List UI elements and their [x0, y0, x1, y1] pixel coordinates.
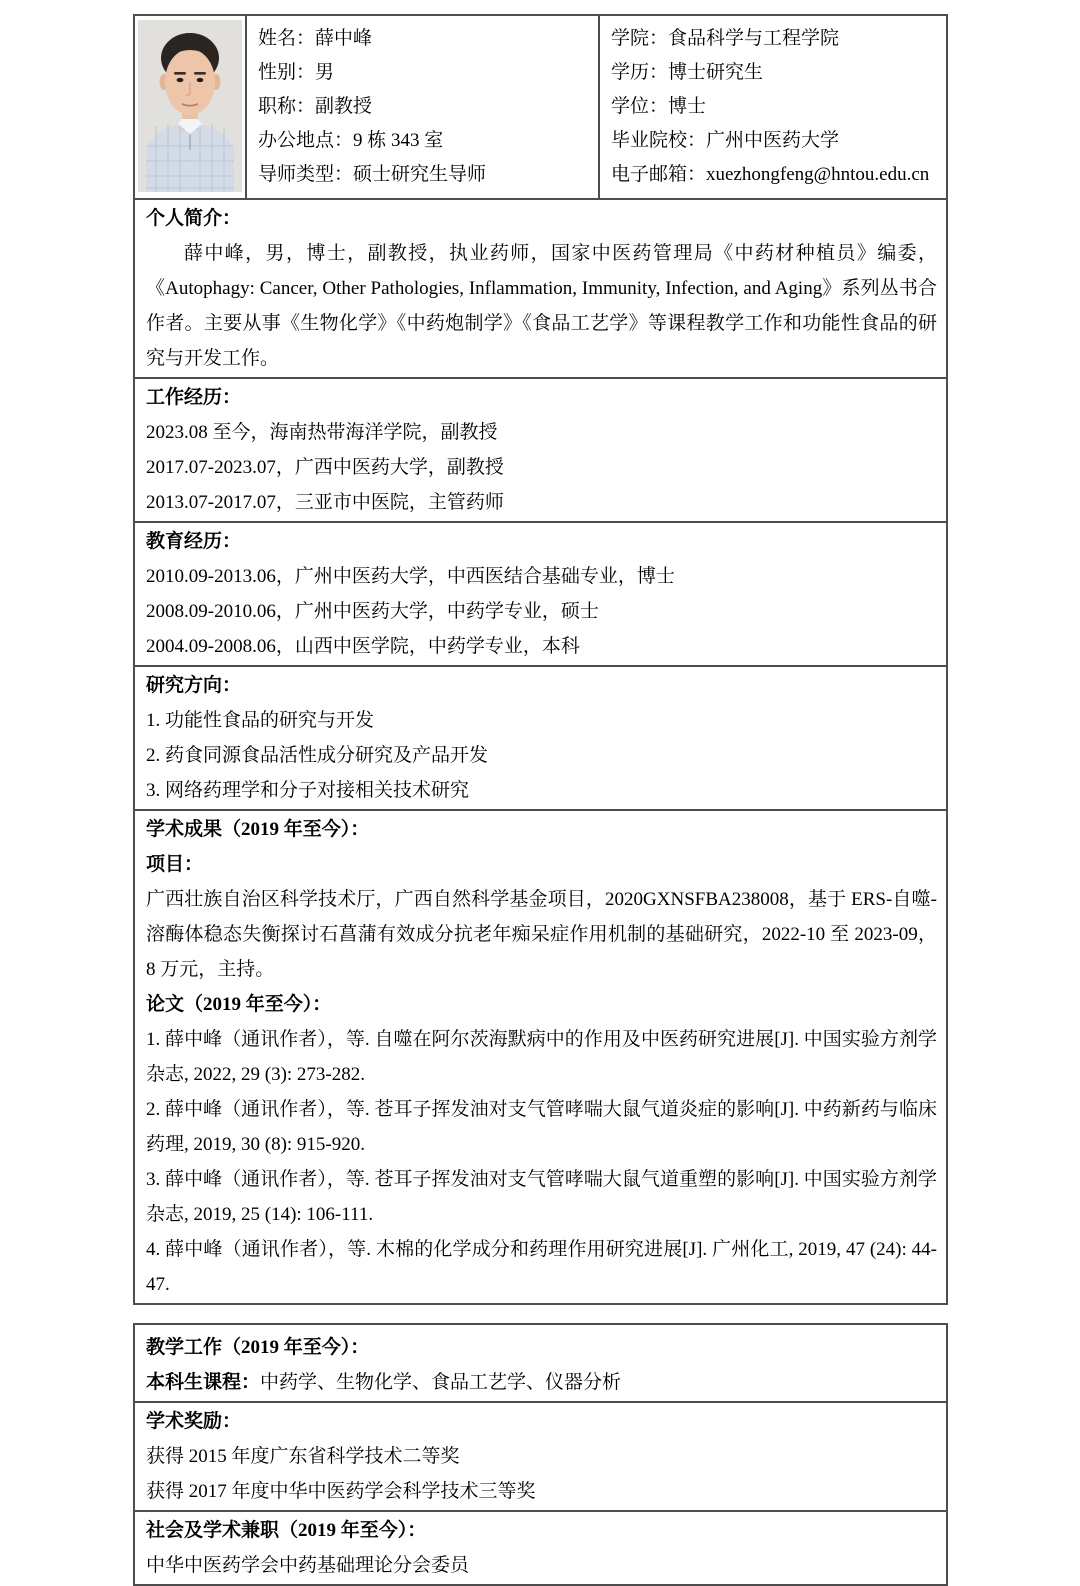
section-academic-achievements [135, 809, 946, 1303]
work-history-item: 2017.07-2023.07，广西中医药大学，副教授 [146, 457, 504, 478]
work-history-title: 工作经历： [146, 387, 242, 408]
memberships-title: 社会及学术兼职（2019 年至今）： [146, 1520, 427, 1541]
research-direction-item: 3. 网络药理学和分子对接相关技术研究 [146, 780, 470, 801]
field-mentor-type: 导师类型：硕士研究生导师 [258, 164, 487, 185]
paper-item: 4. 薛中峰（通讯作者），等. 木棉的化学成分和药理作用研究进展[J]. 广州化工, 2019, 47 (24): 44-47. [146, 1239, 937, 1295]
field-title: 职称：副教授 [258, 96, 373, 117]
paper-item: 1. 薛中峰（通讯作者），等. 自噬在阿尔茨海默病中的作用及中医药研究进展[J]. 中国实验方剂学杂志, 2022, 29 (3): 273-282. [146, 1029, 937, 1085]
work-history-item: 2013.07-2017.07，三亚市中医院，主管药师 [146, 492, 504, 513]
field-gender: 性别：男 [258, 62, 335, 83]
section-memberships [135, 1510, 946, 1584]
section-research-directions [135, 665, 946, 809]
intro-paragraph: 薛中峰，男，博士，副教授，执业药师，国家中医药管理局《中药材种植员》编委，《Autophagy: Cancer, Other Pathologies, Inflammation, Immunity, Infection, and Aging》系列丛书合作者。主要从事《生物化学》《中药炮制学》《食品工艺学》等课程教学工作和功能性食品的研究与开发工作。 [146, 243, 937, 369]
education-item: 2004.09-2008.06，山西中医学院，中药学专业，本科 [146, 636, 580, 657]
work-history-item: 2023.08 至今，海南热带海洋学院，副教授 [146, 422, 498, 443]
paper-item: 2. 薛中峰（通讯作者），等. 苍耳子挥发油对支气管哮喘大鼠气道炎症的影响[J]. 中药新药与临床药理, 2019, 30 (8): 915-920. [146, 1099, 937, 1155]
paper-item: 3. 薛中峰（通讯作者），等. 苍耳子挥发油对支气管哮喘大鼠气道重塑的影响[J]. 中国实验方剂学杂志, 2019, 25 (14): 106-111. [146, 1169, 937, 1225]
field-college: 学院：食品科学与工程学院 [611, 28, 840, 49]
section-awards [135, 1401, 946, 1510]
research-directions-title: 研究方向： [146, 675, 242, 696]
membership-item: 中华中医药学会中药基础理论分会委员 [146, 1555, 470, 1576]
papers-subtitle: 论文（2019 年至今）： [146, 994, 332, 1015]
education-item: 2010.09-2013.06，广州中医药大学，中西医结合基础专业，博士 [146, 566, 675, 587]
courses-label: 本科生课程： [146, 1372, 261, 1393]
awards-title: 学术奖励： [146, 1411, 242, 1432]
field-graduate-school: 毕业院校：广州中医药大学 [611, 130, 840, 151]
award-item: 获得 2015 年度广东省科学技术二等奖 [146, 1446, 460, 1467]
field-degree: 学位：博士 [611, 96, 707, 117]
profile-left-column [247, 16, 600, 198]
section-work-history [135, 377, 946, 521]
award-item: 获得 2017 年度中华中医药学会科学技术三等奖 [146, 1481, 536, 1502]
section-intro [135, 198, 946, 377]
courses-value: 中药学、生物化学、食品工艺学、仪器分析 [260, 1372, 622, 1393]
section-teaching [135, 1325, 946, 1401]
profile-header-row [135, 16, 946, 198]
achievements-title: 学术成果（2019 年至今）： [146, 819, 370, 840]
undergraduate-courses-line [146, 1365, 937, 1400]
field-name: 姓名：薛中峰 [258, 28, 373, 49]
secondary-table [133, 1323, 948, 1586]
section-education-history [135, 521, 946, 665]
research-direction-item: 1. 功能性食品的研究与开发 [146, 710, 375, 731]
teaching-title: 教学工作（2019 年至今）： [146, 1337, 370, 1358]
field-education-level: 学历：博士研究生 [611, 62, 764, 83]
education-history-title: 教育经历： [146, 531, 242, 552]
main-table [133, 14, 948, 1305]
intro-title: 个人简介： [146, 208, 242, 229]
document-body [133, 14, 948, 1586]
project-item: 广西壮族自治区科学技术厅，广西自然科学基金项目，2020GXNSFBA238008，基于 ERS-自噬-溶酶体稳态失衡探讨石菖蒲有效成分抗老年痴呆症作用机制的基础研究，2022-10 至 2023-09，8 万元，主持。 [146, 889, 937, 980]
education-item: 2008.09-2010.06，广州中医药大学，中药学专业，硕士 [146, 601, 599, 622]
portrait-photo-icon [138, 20, 242, 192]
field-email: 电子邮箱：xuezhongfeng@hntou.edu.cn [611, 164, 930, 185]
projects-subtitle: 项目： [146, 854, 204, 875]
photo-cell [135, 16, 247, 198]
research-direction-item: 2. 药食同源食品活性成分研究及产品开发 [146, 745, 489, 766]
field-office: 办公地点：9 栋 343 室 [258, 130, 444, 151]
profile-right-column [600, 16, 946, 198]
